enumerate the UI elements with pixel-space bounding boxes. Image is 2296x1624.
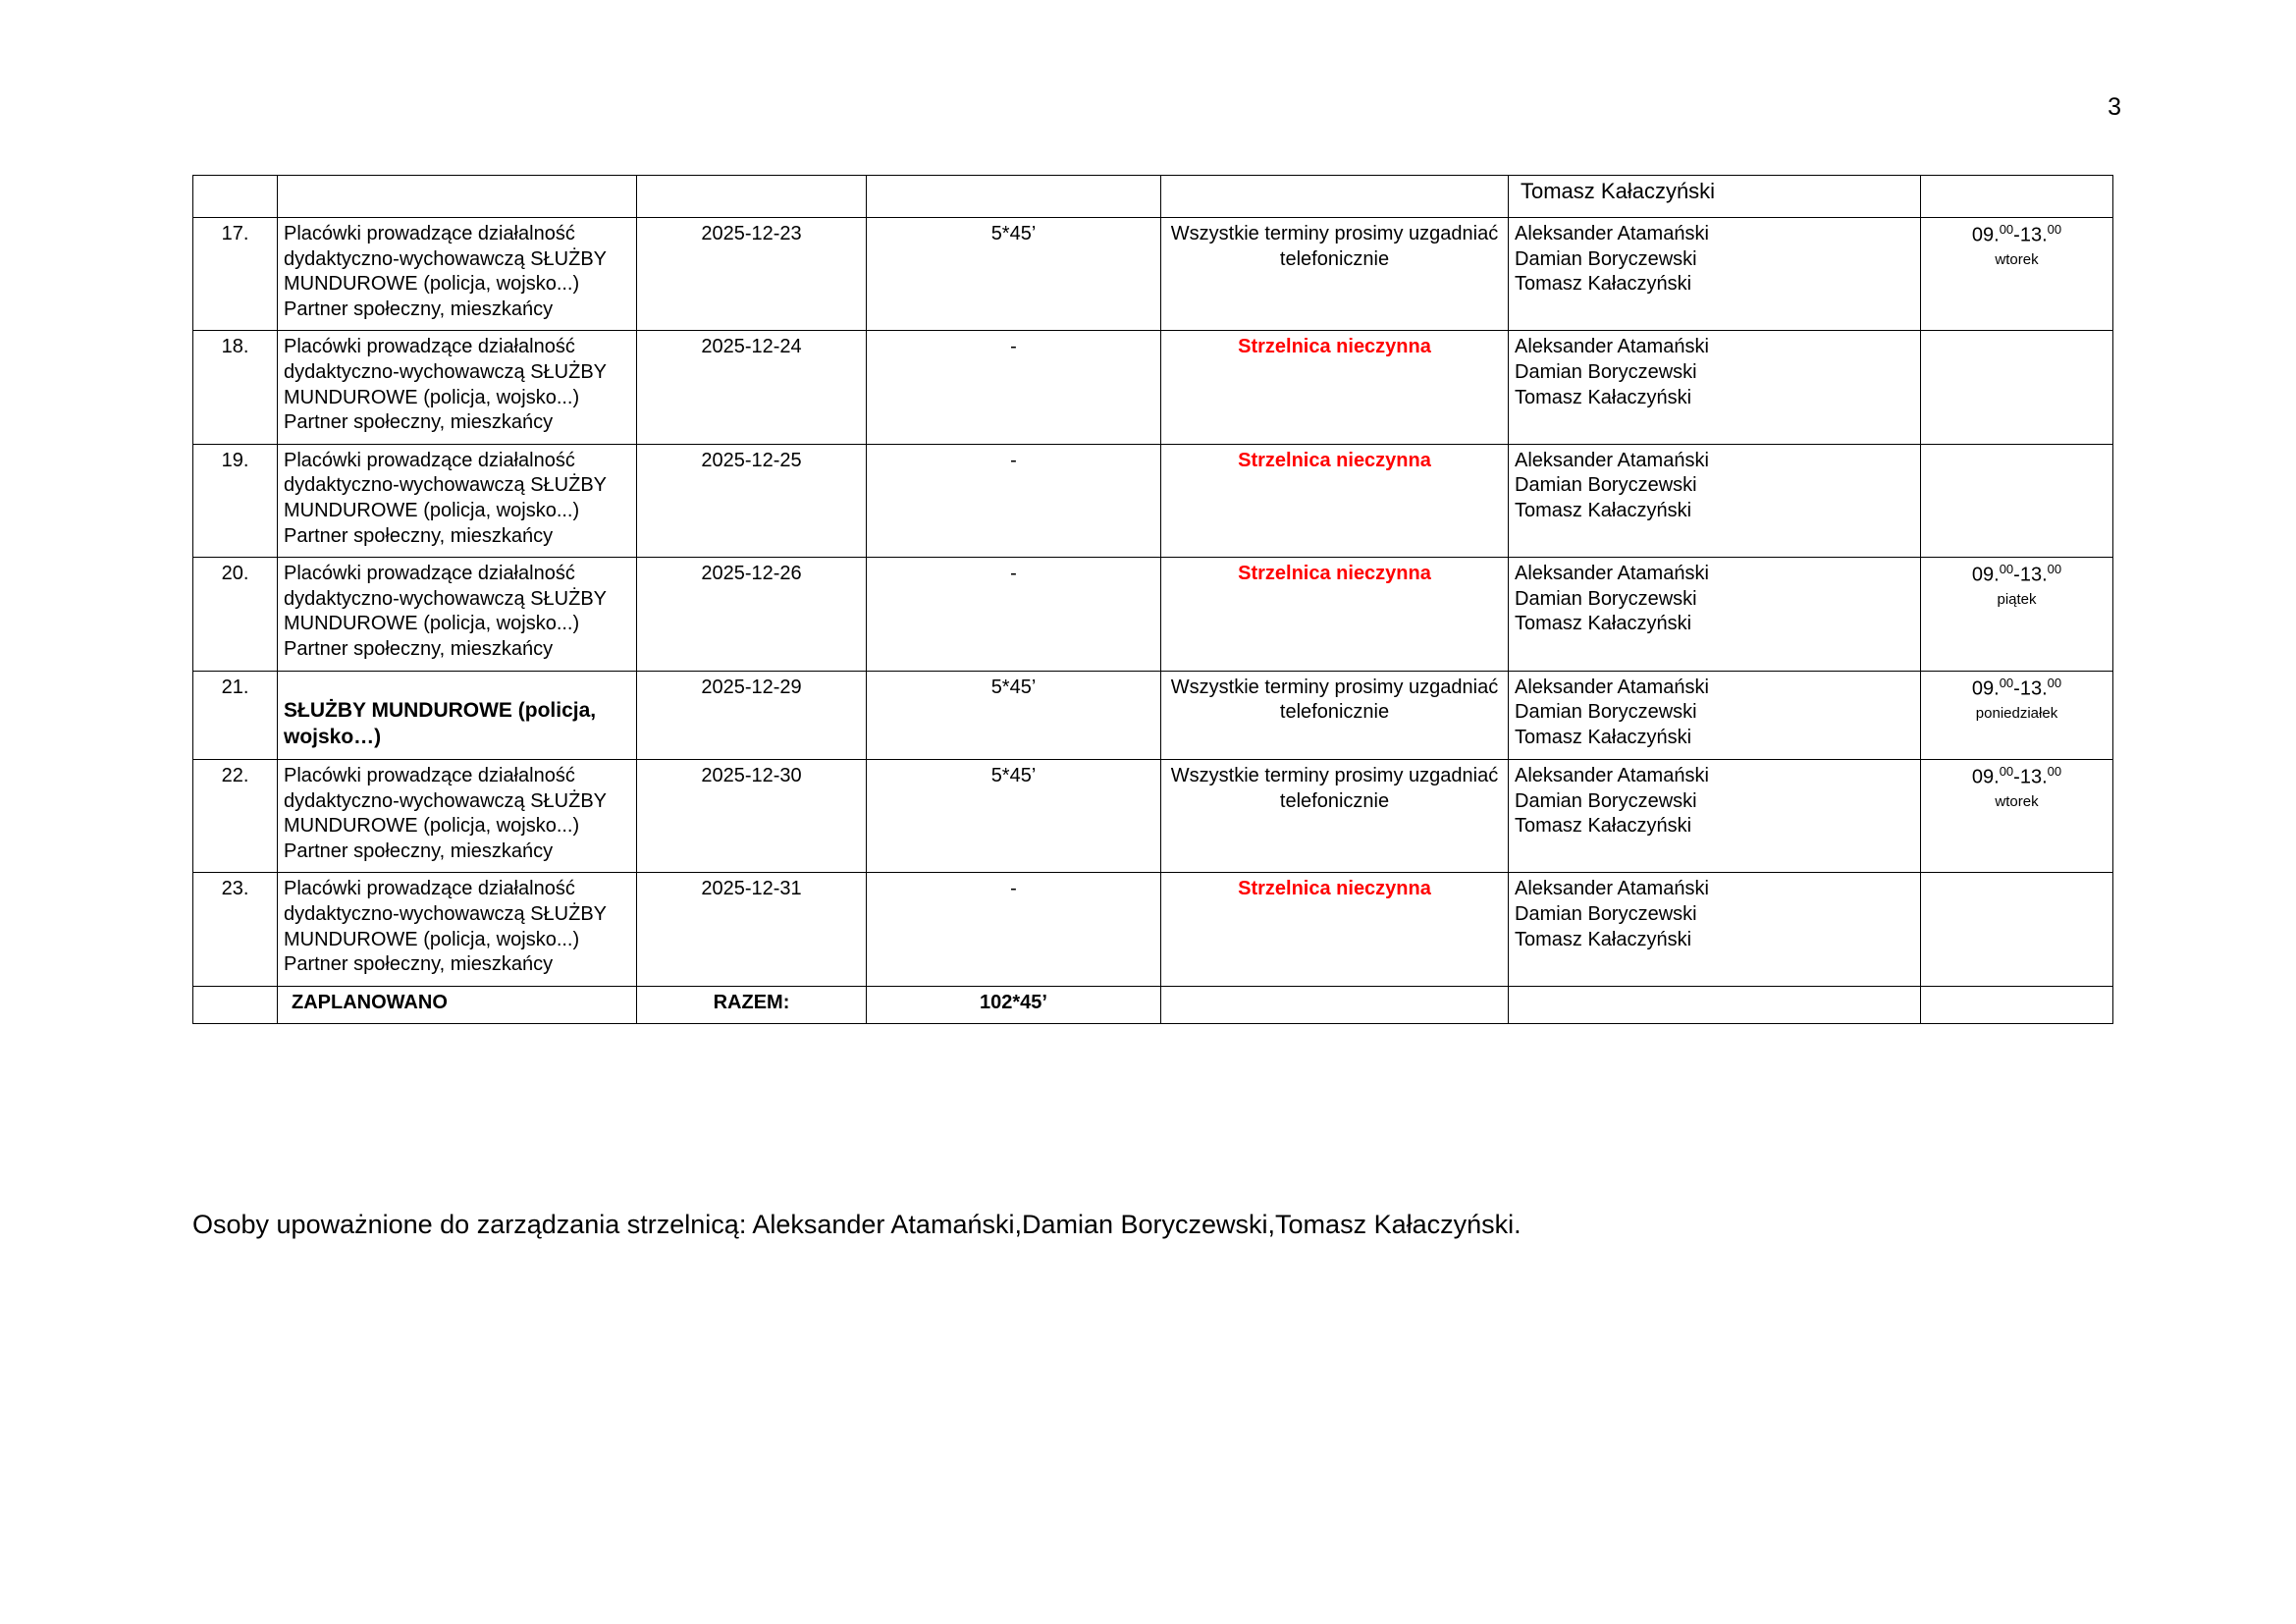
hours-to: -13. [2013, 766, 2048, 788]
day-name: wtorek [1995, 793, 2039, 811]
hours-to-sup: 00 [2047, 675, 2062, 690]
hours-from: 09. [1971, 766, 2000, 788]
table-row [193, 444, 2113, 557]
person-name: Tomasz Kałaczyński [1515, 499, 1692, 521]
hours-from-sup: 00 [1999, 222, 2014, 237]
person-name: Aleksander Atamański [1515, 336, 1709, 358]
row-persons [1509, 671, 1921, 759]
person-name: Aleksander Atamański [1515, 449, 1709, 471]
person-name: Aleksander Atamański [1515, 223, 1709, 244]
hours-to-sup: 00 [2047, 763, 2062, 779]
row-number: 20. [193, 558, 278, 671]
hours-to: -13. [2013, 677, 2048, 700]
person-name: Tomasz Kałaczyński [1515, 613, 1692, 635]
cell-overflow-hours [1921, 176, 2113, 218]
table-row [193, 873, 2113, 986]
row-number: 23. [193, 873, 278, 986]
summary-note [1161, 986, 1509, 1024]
row-number: 19. [193, 444, 278, 557]
table-row [193, 558, 2113, 671]
table-row [193, 759, 2113, 872]
person-name: Damian Boryczewski [1515, 701, 1697, 724]
cell-overflow-num [193, 176, 278, 218]
row-note: Wszystkie terminy prosimy uzgadniać telefonicznie [1161, 759, 1509, 872]
row-quantity: 5*45’ [867, 218, 1161, 331]
row-hours [1921, 444, 2113, 557]
summary-label: ZAPLANOWANO [278, 986, 637, 1024]
row-note: Strzelnica nieczynna [1161, 444, 1509, 557]
schedule-table-wrapper [192, 175, 2112, 1024]
row-description: Placówki prowadzące działalność dydaktyczno-wychowawczą SŁUŻBY MUNDUROWE (policja, wojsko...) Partner społeczny, mieszkańcy [278, 444, 637, 557]
table-row [193, 218, 2113, 331]
row-date: 2025-12-31 [637, 873, 867, 986]
day-name: poniedziałek [1975, 704, 2058, 722]
person-name: Damian Boryczewski [1515, 474, 1697, 497]
hours-from-sup: 00 [1999, 562, 2014, 577]
summary-total-label: RAZEM: [637, 986, 867, 1024]
row-hours [1921, 759, 2113, 872]
hours-from: 09. [1971, 677, 2000, 700]
person-name: Damian Boryczewski [1515, 789, 1697, 812]
row-description: SŁUŻBY MUNDUROWE (policja, wojsko…) [278, 671, 637, 759]
row-number: 21. [193, 671, 278, 759]
row-description: Placówki prowadzące działalność dydaktyczno-wychowawczą SŁUŻBY MUNDUROWE (policja, wojsko...) Partner społeczny, mieszkańcy [278, 873, 637, 986]
row-number: 17. [193, 218, 278, 331]
hours-from: 09. [1971, 564, 2000, 586]
schedule-table [192, 175, 2113, 1024]
cell-overflow-desc [278, 176, 637, 218]
row-persons [1509, 873, 1921, 986]
row-note: Wszystkie terminy prosimy uzgadniać telefonicznie [1161, 671, 1509, 759]
hours-from: 09. [1971, 224, 2000, 246]
summary-total-value: 102*45’ [867, 986, 1161, 1024]
person-name: Damian Boryczewski [1515, 247, 1697, 270]
row-note: Wszystkie terminy prosimy uzgadniać telefonicznie [1161, 218, 1509, 331]
row-persons [1509, 444, 1921, 557]
person-name: Tomasz Kałaczyński [1515, 815, 1692, 838]
hours-to-sup: 00 [2047, 562, 2062, 577]
row-quantity: - [867, 558, 1161, 671]
person-name: Tomasz Kałaczyński [1515, 386, 1692, 408]
person-name: Aleksander Atamański [1515, 676, 1709, 698]
row-persons [1509, 759, 1921, 872]
row-persons [1509, 218, 1921, 331]
person-name: Damian Boryczewski [1515, 587, 1697, 610]
page-number: 3 [2108, 93, 2121, 121]
table-row-overflow [193, 176, 2113, 218]
person-name: Aleksander Atamański [1515, 878, 1709, 900]
row-description: Placówki prowadzące działalność dydaktyczno-wychowawczą SŁUŻBY MUNDUROWE (policja, wojsko...) Partner społeczny, mieszkańcy [278, 759, 637, 872]
row-note: Strzelnica nieczynna [1161, 873, 1509, 986]
hours-to: -13. [2013, 564, 2048, 586]
row-date: 2025-12-30 [637, 759, 867, 872]
schedule-table-body [193, 176, 2113, 1024]
person-name: Aleksander Atamański [1515, 764, 1709, 786]
cell-overflow-qty [867, 176, 1161, 218]
hours-to: -13. [2013, 224, 2048, 246]
row-description: Placówki prowadzące działalność dydaktyczno-wychowawczą SŁUŻBY MUNDUROWE (policja, wojsko...) Partner społeczny, mieszkańcy [278, 218, 637, 331]
summary-empty [193, 986, 278, 1024]
row-quantity: 5*45’ [867, 671, 1161, 759]
row-number: 22. [193, 759, 278, 872]
row-hours [1921, 218, 2113, 331]
person-name: Damian Boryczewski [1515, 360, 1697, 383]
cell-overflow-person: Tomasz Kałaczyński [1509, 176, 1921, 218]
row-note: Strzelnica nieczynna [1161, 558, 1509, 671]
row-quantity: - [867, 331, 1161, 444]
table-row [193, 331, 2113, 444]
footer-note: Osoby upoważnione do zarządzania strzelnicą: Aleksander Atamański,Damian Boryczewski,Tomasz Kałaczyński. [192, 1210, 1522, 1239]
table-row [193, 671, 2113, 759]
person-name: Tomasz Kałaczyński [1515, 928, 1692, 950]
row-hours [1921, 558, 2113, 671]
row-date: 2025-12-26 [637, 558, 867, 671]
row-hours [1921, 873, 2113, 986]
row-date: 2025-12-23 [637, 218, 867, 331]
day-name: wtorek [1995, 251, 2039, 269]
summary-hours [1921, 986, 2113, 1024]
hours-from-sup: 00 [1999, 763, 2014, 779]
hours-from-sup: 00 [1999, 675, 2014, 690]
day-name: piątek [1997, 591, 2037, 609]
row-date: 2025-12-29 [637, 671, 867, 759]
person-name: Tomasz Kałaczyński [1515, 726, 1692, 748]
person-name: Damian Boryczewski [1515, 902, 1697, 925]
summary-persons [1509, 986, 1921, 1024]
row-date: 2025-12-24 [637, 331, 867, 444]
summary-row [193, 986, 2113, 1024]
row-number: 18. [193, 331, 278, 444]
row-quantity: - [867, 444, 1161, 557]
hours-to-sup: 00 [2047, 222, 2062, 237]
row-note: Strzelnica nieczynna [1161, 331, 1509, 444]
row-hours [1921, 331, 2113, 444]
row-quantity: 5*45’ [867, 759, 1161, 872]
cell-overflow-date [637, 176, 867, 218]
row-persons [1509, 331, 1921, 444]
row-hours [1921, 671, 2113, 759]
person-name: Aleksander Atamański [1515, 563, 1709, 585]
row-date: 2025-12-25 [637, 444, 867, 557]
person-name: Tomasz Kałaczyński [1515, 273, 1692, 296]
row-description: Placówki prowadzące działalność dydaktyczno-wychowawczą SŁUŻBY MUNDUROWE (policja, wojsko...) Partner społeczny, mieszkańcy [278, 331, 637, 444]
cell-overflow-note [1161, 176, 1509, 218]
row-quantity: - [867, 873, 1161, 986]
row-persons [1509, 558, 1921, 671]
row-description: Placówki prowadzące działalność dydaktyczno-wychowawczą SŁUŻBY MUNDUROWE (policja, wojsko...) Partner społeczny, mieszkańcy [278, 558, 637, 671]
